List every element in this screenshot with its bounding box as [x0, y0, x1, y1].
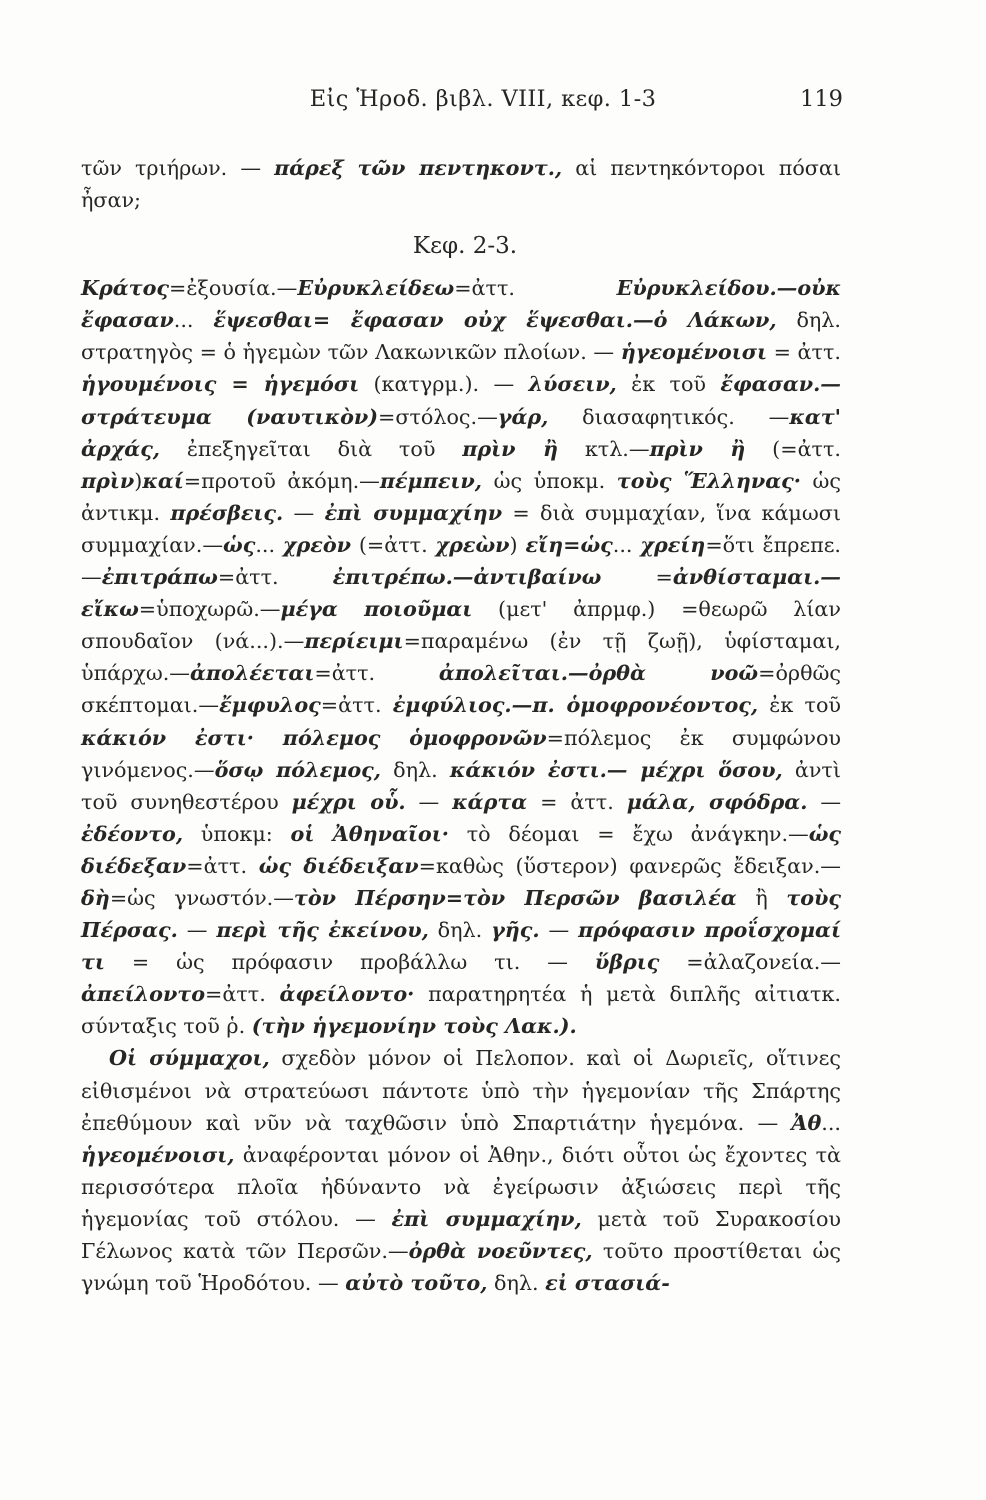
gloss-text: (=ἀττ.	[745, 436, 842, 461]
lemma-text: κάκιόν ἐστι.— μέχρι ὅσου,	[449, 757, 783, 782]
lemma-text: γῆς.	[491, 918, 540, 943]
lemma-text: ἡγεομένοισι,	[81, 1142, 235, 1167]
gloss-text: =ἀττ.	[314, 661, 439, 686]
gloss-text: =πόλεμος ἐκ συμφώνου γινόμενος.—	[81, 725, 841, 782]
lemma-text: κάκιόν ἐστι· πόλεμος ὁμοφρονῶν	[81, 725, 547, 750]
gloss-text: ἀντὶ τοῦ συνηθεστέρου	[81, 757, 841, 814]
gloss-text: =καθὼς (ὕστερον) φανερῶς ἔδειξαν.—	[418, 853, 841, 878]
lemma-text: πέμπειν,	[379, 468, 482, 493]
lemma-text: κάρτα	[452, 789, 528, 814]
lemma-text: λύσειν,	[528, 372, 617, 397]
gloss-text: =ἐξουσία.—	[168, 276, 298, 301]
gloss-text: )	[509, 532, 526, 557]
lemma-text: ἐπιτράπω	[101, 565, 218, 590]
gloss-text: —	[539, 918, 579, 943]
gloss-text: δηλ.	[380, 757, 450, 782]
gloss-text: ὑποκμ:	[183, 821, 291, 846]
gloss-text: διασαφητικός. —	[548, 404, 790, 429]
lemma-text: ἐπὶ συμμαχίην	[324, 500, 503, 525]
gloss-text: =	[601, 565, 673, 590]
lemma-text: ὕβρις	[594, 950, 660, 975]
lemma-text: πάρεξ τῶν πεντηκοντ.,	[274, 156, 563, 180]
lemma-text: πρέσβεις.	[170, 500, 284, 525]
lemma-text: γάρ,	[497, 404, 549, 429]
lemma-text: πρὶν ἢ	[462, 436, 558, 461]
lemma-text: ὡς διέδειξαν	[258, 853, 419, 878]
gloss-text: αἱ πεντηκόντοροι πόσαι ἦσαν;	[81, 156, 841, 213]
gloss-text: δηλ.	[487, 1271, 546, 1296]
gloss-text: —	[405, 789, 453, 814]
gloss-text: ἐπεξηγεῖται διὰ τοῦ	[160, 436, 463, 461]
lemma-text: τοὺς Πέρσας.	[81, 885, 841, 943]
lemma-text: χρεὸν	[282, 532, 351, 557]
page-header	[0, 86, 986, 126]
gloss-text: =ἀλαζονεία.—	[659, 950, 841, 975]
lemma-text: εἰ στασιά-	[545, 1271, 670, 1296]
lemma-text: ἐπιτρέπω.—ἀντιβαίνω	[332, 565, 602, 590]
lemma-text: ὡς διέδεξαν	[81, 821, 841, 878]
lemma-text: πρόφασιν προΐσχομαί τι	[81, 918, 841, 975]
gloss-text: ...	[612, 532, 641, 557]
paragraph-commentary	[81, 1042, 841, 1299]
lemma-text: ὀρθὰ νοεῦντες,	[408, 1239, 593, 1263]
gloss-text: ...	[173, 308, 214, 333]
lemma-text: ἀπείλοντο	[81, 982, 206, 1007]
gloss-text: (=ἀττ.	[351, 532, 436, 557]
lemma-text: περὶ τῆς ἐκείνου,	[216, 918, 429, 943]
lemma-text: Οἱ σύμμαχοι,	[109, 1046, 270, 1071]
gloss-text: ...	[821, 1110, 841, 1135]
lemma-text: Εὐρυκλείδεω	[297, 276, 455, 301]
gloss-text: ἐκ τοῦ	[758, 693, 841, 718]
lemma-text: ἐδέοντο,	[81, 821, 184, 846]
gloss-text: =προτοῦ ἀκόμη.—	[183, 468, 380, 493]
lemma-text: χρείη	[640, 532, 706, 557]
lemma-text: οἱ Ἀθηναῖοι·	[290, 821, 449, 846]
lemma-text: περίειμι	[304, 629, 404, 654]
gloss-text: ὡς ἀντικμ.	[81, 468, 841, 525]
gloss-text: τὸ δέομαι = ἔχω ἀνάγκην.—	[448, 821, 809, 846]
gloss-text: = ἀττ.	[527, 789, 627, 814]
lemma-text: ἀφείλοντο·	[279, 982, 415, 1007]
gloss-text: (κατγρμ.). —	[359, 372, 529, 397]
gloss-text: ὡς ὑποκμ.	[482, 468, 617, 493]
lemma-text: (τὴν ἡγεμονίην τοὺς Λακ.).	[251, 1014, 577, 1039]
running-title: Εἰς Ἡροδ. βιβλ. VIII, κεφ. 1-3	[309, 86, 657, 112]
gloss-text: =ἀττ.	[217, 565, 333, 590]
gloss-text: = ὡς πρόφασιν προβάλλω τι. —	[104, 950, 595, 975]
lemma-text: πρὶν ἢ	[649, 436, 746, 461]
section-heading: Κεφ. 2-3.	[412, 233, 518, 260]
lemma-text: ὅσῳ πόλεμος,	[214, 757, 381, 782]
lemma-text: ἔφασαν.—στράτευμα (ναυτικὸν)	[81, 372, 841, 429]
lemma-text: κατ' ἀρχάς,	[81, 404, 841, 461]
lemma-text: εἴη=ὡς	[525, 532, 613, 557]
page-body	[81, 152, 841, 1299]
gloss-text: ...	[255, 532, 283, 557]
lemma-text: Ἀθ	[791, 1110, 822, 1135]
gloss-text: =στόλος.—	[378, 404, 498, 429]
lemma-text: ἐπὶ συμμαχίην,	[391, 1206, 582, 1231]
gloss-text: =ὡς γνωστόν.—	[109, 885, 294, 910]
gloss-text: =παραμένω (ἐν τῇ ζωῇ), ὑφίσταμαι, ὑπάρχω.—	[81, 629, 842, 686]
gloss-text: —	[177, 918, 217, 943]
lemma-text: μέγα ποιοῦμαι	[280, 597, 473, 622]
gloss-text: = ἀττ.	[766, 340, 841, 365]
lemma-text: ἐμφύλιος.—π. ὁμοφρονέοντος,	[392, 693, 759, 718]
gloss-text: δηλ. στρατηγὸς = ὁ ἡγεμὼν τῶν Λακωνικῶν πλοίων. —	[81, 308, 841, 365]
lemma-text: ἀνθίσταμαι.—εἴκω	[81, 565, 841, 622]
lemma-text: καί	[142, 468, 184, 493]
lemma-text: ἀπολέεται	[189, 661, 315, 686]
gloss-text: =ὀρθῶς σκέπτομαι.—	[81, 661, 841, 718]
gloss-text: =ἀττ.	[205, 982, 280, 1007]
paragraph-glosses	[81, 272, 841, 1042]
gloss-text: κτλ.—	[558, 436, 650, 461]
lemma-text: ἡγεομένοισι	[620, 340, 767, 365]
gloss-text: σχεδὸν μόνον οἱ Πελοπον. καὶ οἱ Δωριεῖς, οἵτινες εἰθισμένοι νὰ στρατεύωσι πάντοτε ὑπὸ τὴν ἡγεμονίαν τῆς Σπάρτης ἐπεθύμουν καὶ νῦν νὰ ταχθῶσιν ὑπὸ Σπαρτιάτην ἡγεμόνα. —	[81, 1046, 841, 1135]
gloss-text: τοῦτο προστίθεται ὡς γνώμη τοῦ Ἡροδότου. —	[81, 1239, 841, 1296]
paragraph-intro	[81, 152, 841, 216]
gloss-text: ἐκ τοῦ	[616, 372, 721, 397]
gloss-text: —	[807, 789, 842, 814]
lemma-text: ἀπολεῖται.—ὀρθὰ νοῶ	[438, 661, 759, 686]
gloss-text: —	[283, 500, 325, 525]
lemma-text: χρεὼν	[435, 532, 510, 557]
lemma-text: μάλα, σφόδρα.	[626, 789, 808, 814]
lemma-text: Εὐρυκλείδου.—οὐκ ἔφασαν	[81, 276, 841, 333]
gloss-text: (μετ' ἀπρμφ.) =θεωρῶ λίαν σπουδαῖον (νά...).—	[81, 597, 841, 654]
lemma-text: ὡς	[223, 532, 256, 557]
gloss-text: =ἀττ.	[320, 693, 393, 718]
gloss-text: μετὰ τοῦ Συρακοσίου Γέλωνος κατὰ τῶν Περσῶν.—	[81, 1206, 841, 1263]
lemma-text: ἕψεσθαι= ἔφασαν οὐχ ἕψεσθαι.—ὁ Λάκων,	[213, 308, 777, 333]
lemma-text: τὸν Πέρσην=τὸν Περσῶν βασιλέα	[293, 885, 737, 910]
gloss-text: =ἀττ.	[186, 853, 259, 878]
lemma-text: αὐτὸ τοῦτο,	[345, 1271, 488, 1296]
page-number: 119	[800, 86, 843, 112]
gloss-text: =ὑποχωρῶ.—	[138, 597, 281, 622]
gloss-text: ἢ	[736, 885, 787, 910]
lemma-text: τοὺς Ἕλληνας·	[616, 468, 801, 493]
gloss-text: δηλ.	[428, 918, 492, 943]
lemma-text: ἔμφυλος	[219, 693, 321, 718]
gloss-text: παρατηρητέα ἡ μετὰ διπλῆς αἰτιατκ. σύνταξις τοῦ ῥ.	[81, 982, 841, 1039]
gloss-text: = διὰ συμμαχίαν, ἵνα κάμωσι συμμαχίαν.—	[81, 500, 841, 557]
gloss-text: =ὅτι ἔπρεπε.—	[81, 532, 842, 590]
lemma-text: πρὶν	[81, 468, 135, 493]
gloss-text: τῶν τριήρων. —	[81, 156, 275, 180]
gloss-text: =ἀττ.	[454, 276, 617, 301]
gloss-text: )	[134, 468, 143, 493]
lemma-text: δὴ	[81, 885, 110, 910]
lemma-text: Κράτος	[81, 276, 169, 301]
gloss-text: ἀναφέρονται μόνον οἱ Ἀθην., διότι οὗτοι ὡς ἔχοντες τὰ περισσότερα πλοῖα ἠδύναντο νὰ ἐγείρωσιν ἀξιώσεις περὶ τῆς ἡγεμονίας τοῦ στόλου. —	[81, 1142, 841, 1231]
lemma-text: ἡγουμένοις = ἡγεμόσι	[81, 372, 360, 397]
lemma-text: μέχρι οὗ.	[291, 789, 406, 814]
